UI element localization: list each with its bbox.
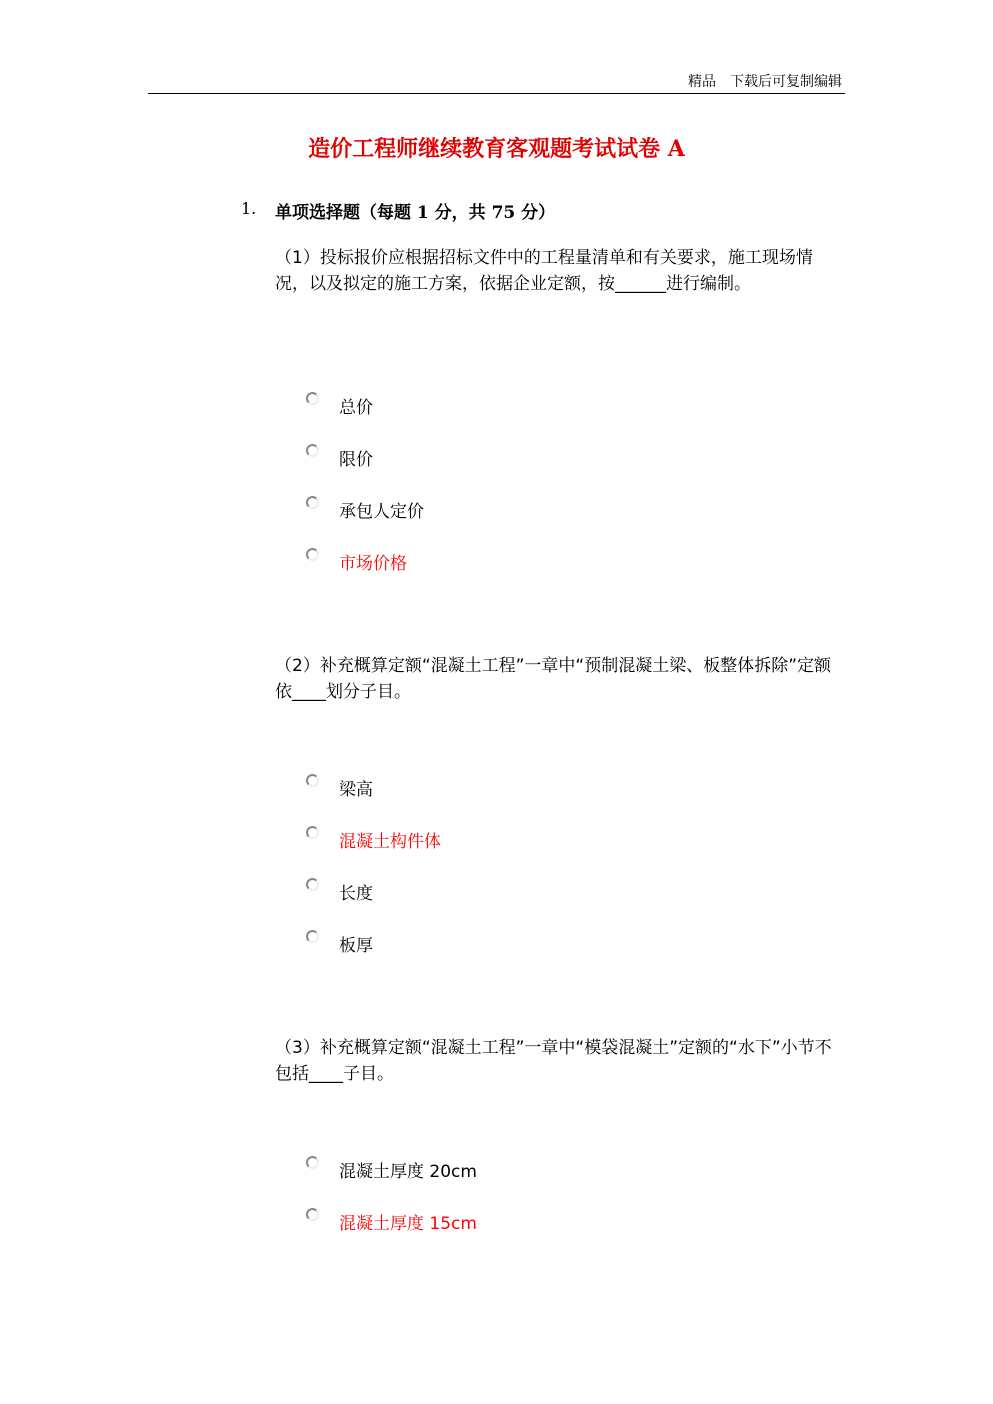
radio-button[interactable] <box>306 826 319 839</box>
radio-button[interactable] <box>306 1208 319 1221</box>
radio-button[interactable] <box>306 548 319 561</box>
option-label: 总价 <box>339 398 373 418</box>
option-1a[interactable] <box>306 393 373 418</box>
section-title: 单项选择题（每题 1 分，共 75 分） <box>275 203 556 223</box>
option-label-correct: 混凝土构件体 <box>339 832 441 852</box>
question-2-text: （2）补充概算定额“混凝土工程”一章中“预制混凝土梁、板整体拆除”定额依____划分子目。 <box>275 656 832 702</box>
option-label: 梁高 <box>339 780 373 800</box>
radio-button[interactable] <box>306 444 319 457</box>
option-label: 长度 <box>339 884 373 904</box>
option-label: 板厚 <box>339 936 373 956</box>
radio-button[interactable] <box>306 1156 319 1169</box>
question-1-text: （1）投标报价应根据招标文件中的工程量清单和有关要求，施工现场情况，以及拟定的施工方案，依据企业定额，按______进行编制。 <box>275 248 813 294</box>
radio-button[interactable] <box>306 392 319 405</box>
option-2c[interactable] <box>306 879 373 904</box>
header-tag: 精品 <box>688 74 716 90</box>
option-label-correct: 市场价格 <box>339 554 407 574</box>
header-note: 下载后可复制编辑 <box>730 74 842 90</box>
radio-button[interactable] <box>306 496 319 509</box>
option-2b[interactable] <box>306 827 441 852</box>
option-label: 限价 <box>339 450 373 470</box>
radio-button[interactable] <box>306 878 319 891</box>
header-rule <box>148 93 845 94</box>
option-label-correct: 混凝土厚度 15cm <box>339 1214 477 1234</box>
option-1c[interactable] <box>306 497 424 522</box>
option-3a[interactable] <box>306 1157 477 1182</box>
option-3b[interactable] <box>306 1209 477 1234</box>
radio-button[interactable] <box>306 930 319 943</box>
option-label: 混凝土厚度 20cm <box>339 1162 477 1182</box>
option-label: 承包人定价 <box>339 502 424 522</box>
section-number: 1. <box>241 199 257 218</box>
option-2d[interactable] <box>306 931 373 956</box>
option-2a[interactable] <box>306 775 373 800</box>
page-header <box>674 71 842 91</box>
radio-button[interactable] <box>306 774 319 787</box>
option-1b[interactable] <box>306 445 373 470</box>
option-1d[interactable] <box>306 549 407 574</box>
question-3-text: （3）补充概算定额“混凝土工程”一章中“模袋混凝土”定额的“水下”小节不包括____子目。 <box>275 1038 832 1084</box>
document-title: 造价工程师继续教育客观题考试试卷 A <box>308 136 685 162</box>
